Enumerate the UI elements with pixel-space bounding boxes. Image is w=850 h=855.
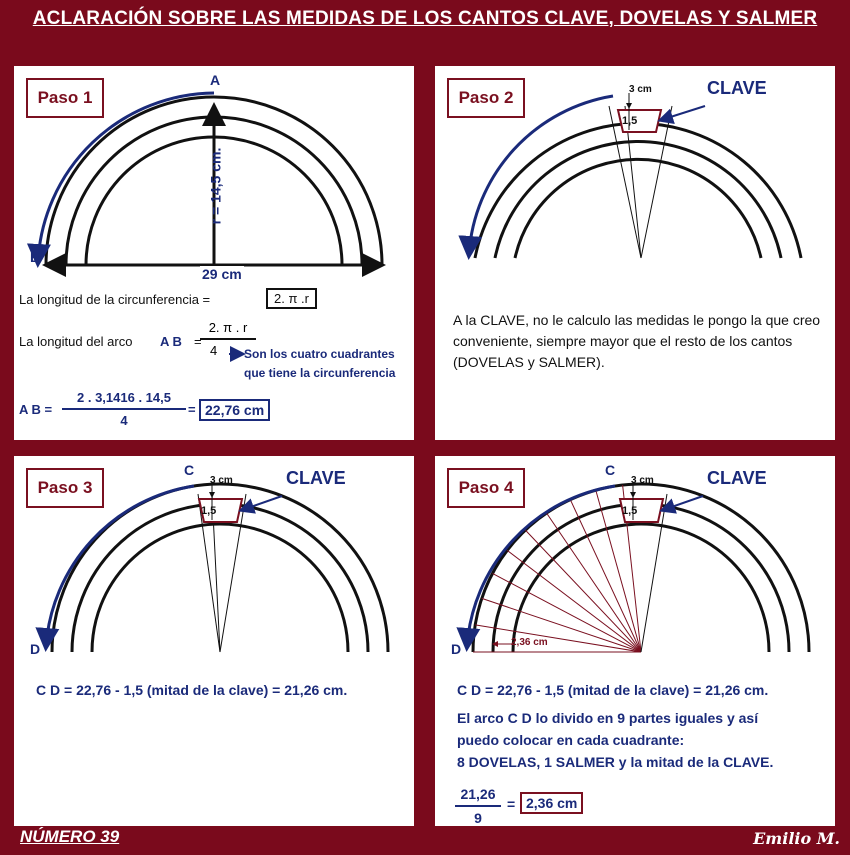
step-label: Paso 2 — [447, 78, 525, 118]
arc-denominator: 4 — [210, 343, 218, 358]
arch-diagram-1 — [14, 66, 414, 440]
page-number: NÚMERO 39 — [20, 827, 120, 846]
step-label: Paso 3 — [26, 468, 104, 508]
fraction-numerator: 21,26 — [460, 786, 496, 802]
point-c-label: C — [184, 462, 195, 478]
arc-length-text: La longitud del arco — [19, 334, 133, 349]
arc-numerator: 2. π . r — [208, 320, 248, 335]
segment-label: 2,36 cm — [511, 637, 548, 648]
calc-numerator: 2 . 3,1416 . 14,5 — [77, 390, 171, 405]
step-label: Paso 1 — [26, 78, 104, 118]
clave-half-label: 1,5 — [622, 505, 638, 517]
panel-step-1 — [14, 66, 414, 440]
calc-result: 22,76 cm — [199, 399, 270, 421]
panel-step-4 — [435, 456, 835, 826]
clave-half-label: 1,5 — [201, 505, 217, 517]
author-signature: Emilio M. — [753, 829, 840, 848]
point-d-label: D — [451, 641, 462, 657]
clave-label: CLAVE — [707, 78, 767, 98]
circumference-text: La longitud de la circunferencia = — [19, 292, 211, 307]
division-line-1: El arco C D lo divido en 9 partes iguales y así — [457, 710, 759, 726]
clave-width-label: 3 cm — [210, 475, 233, 486]
point-a-label: A — [210, 72, 221, 88]
quadrants-note-1: Son los cuatro cuadrantes — [244, 347, 395, 361]
calc-ab-label: A B = — [19, 402, 53, 417]
clave-width-label: 3 cm — [629, 84, 652, 95]
fraction-equals: = — [507, 796, 516, 812]
segment-fraction — [455, 786, 501, 826]
panel-step-2 — [435, 66, 835, 440]
calc-denominator: 4 — [120, 413, 128, 428]
page-title: ACLARACIÓN SOBRE LAS MEDIDAS DE LOS CANTOS CLAVE, DOVELAS Y SALMER — [32, 8, 818, 29]
quadrants-note-2: que tiene la circunferencia — [244, 366, 396, 380]
panel-step-3 — [14, 456, 414, 826]
division-rays — [473, 485, 641, 652]
point-d-label: D — [30, 641, 41, 657]
arc-equals: = — [194, 334, 202, 349]
calc-equals: = — [188, 402, 196, 417]
division-line-3: 8 DOVELAS, 1 SALMER y la mitad de la CLAVE. — [457, 754, 774, 770]
cd-result: C D = 22,76 - 1,5 (mitad de la clave) = 21,26 cm. — [36, 682, 348, 698]
clave-explanation: A la CLAVE, no le calculo las medidas le pongo la que creo conveniente, siempre mayor que el resto de los cantos (DOVELAS y SALMER). — [453, 312, 821, 370]
clave-label: CLAVE — [707, 468, 767, 488]
clave-half-label: 1,5 — [622, 115, 638, 127]
cd-result: C D = 22,76 - 1,5 (mitad de la clave) = 21,26 cm. — [457, 682, 769, 698]
calc-fraction — [62, 390, 186, 428]
point-b-label: B — [30, 249, 41, 265]
division-line-2: puedo colocar en cada cuadrante: — [457, 732, 685, 748]
point-c-label: C — [605, 462, 616, 478]
circumference-formula: 2. π .r — [266, 288, 317, 309]
radius-label: r = 14,5 cm. — [207, 147, 224, 225]
fraction-denominator: 9 — [474, 810, 482, 826]
diameter-label: 29 cm — [202, 266, 242, 282]
step-label: Paso 4 — [447, 468, 525, 508]
arc-ab-label: A B — [160, 334, 182, 349]
clave-label: CLAVE — [286, 468, 346, 488]
clave-width-label: 3 cm — [631, 475, 654, 486]
segment-result: 2,36 cm — [520, 792, 583, 814]
